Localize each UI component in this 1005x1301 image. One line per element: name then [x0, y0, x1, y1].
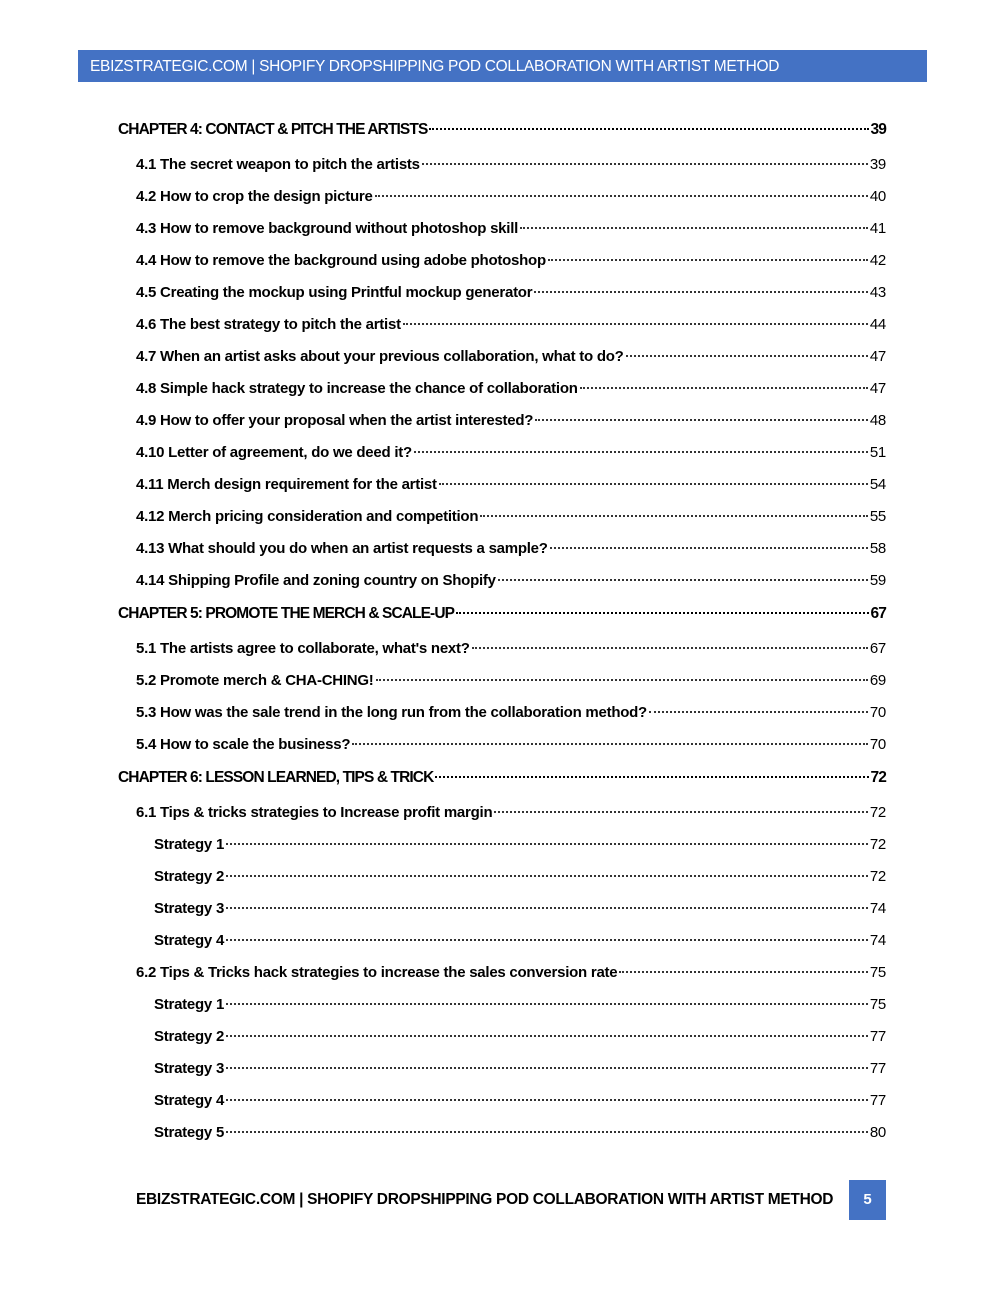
dot-leader: [439, 483, 868, 485]
toc-entry-title: Strategy 4: [154, 1092, 225, 1109]
dot-leader: [649, 711, 868, 713]
header-title: EBIZSTRATEGIC.COM | SHOPIFY DROPSHIPPING POD COLLABORATION WITH ARTIST METHOD: [90, 58, 780, 75]
toc-entry-page: 39: [869, 156, 886, 173]
toc-entry-page: 77: [869, 1028, 886, 1045]
dot-leader: [435, 776, 868, 778]
toc-section-entry[interactable]: [118, 957, 886, 989]
toc-entry-page: 47: [869, 380, 886, 397]
toc-section-entry[interactable]: [118, 469, 886, 501]
dot-leader: [226, 1067, 868, 1069]
toc-section-entry[interactable]: [118, 181, 886, 213]
toc-entry-page: 44: [869, 316, 886, 333]
dot-leader: [226, 875, 868, 877]
toc-entry-page: 77: [869, 1092, 886, 1109]
toc-entry-page: 47: [869, 348, 886, 365]
dot-leader: [226, 1035, 868, 1037]
dot-leader: [534, 291, 868, 293]
toc-entry-title: Strategy 2: [154, 868, 225, 885]
toc-section-entry[interactable]: [118, 373, 886, 405]
toc-entry-title: 4.14 Shipping Profile and zoning country on Shopify: [136, 572, 496, 589]
toc-entry-page: 58: [869, 540, 886, 557]
dot-leader: [548, 259, 868, 261]
page-header: [78, 50, 927, 82]
toc-entry-title: Strategy 1: [154, 836, 225, 853]
toc-entry-title: CHAPTER 4: CONTACT & PITCH THE ARTISTS: [118, 121, 428, 138]
toc-entry-title: 4.6 The best strategy to pitch the artist: [136, 316, 401, 333]
toc-entry-page: 75: [869, 996, 886, 1013]
toc-entry-title: 5.1 The artists agree to collaborate, what's next?: [136, 640, 470, 657]
toc-section-entry[interactable]: [118, 697, 886, 729]
toc-entry-title: 5.3 How was the sale trend in the long run from the collaboration method?: [136, 704, 647, 721]
dot-leader: [480, 515, 868, 517]
toc-entry-page: 77: [869, 1060, 886, 1077]
toc-section-entry[interactable]: [118, 797, 886, 829]
toc-entry-page: 40: [869, 188, 886, 205]
toc-entry-title: Strategy 3: [154, 1060, 225, 1077]
dot-leader: [414, 451, 868, 453]
toc-section-entry[interactable]: [118, 565, 886, 597]
toc-entry-title: Strategy 1: [154, 996, 225, 1013]
toc-entry-page: 48: [869, 412, 886, 429]
toc-section-entry[interactable]: [118, 501, 886, 533]
toc-subsection-entry[interactable]: [118, 1085, 886, 1117]
toc-subsection-entry[interactable]: [118, 861, 886, 893]
toc-subsection-entry[interactable]: [118, 1117, 886, 1149]
toc-entry-title: 4.5 Creating the mockup using Printful mockup generator: [136, 284, 533, 301]
toc-entry-title: 4.2 How to crop the design picture: [136, 188, 373, 205]
toc-chapter-entry[interactable]: [118, 598, 886, 631]
dot-leader: [226, 843, 868, 845]
toc-section-entry[interactable]: [118, 533, 886, 565]
table-of-contents: [118, 113, 886, 1149]
toc-section-entry[interactable]: [118, 149, 886, 181]
toc-entry-page: 72: [870, 769, 886, 786]
page-number: 5: [863, 1191, 872, 1208]
toc-entry-page: 72: [869, 836, 886, 853]
dot-leader: [352, 743, 868, 745]
toc-entry-title: 4.8 Simple hack strategy to increase the chance of collaboration: [136, 380, 578, 397]
toc-entry-title: 4.1 The secret weapon to pitch the artists: [136, 156, 420, 173]
toc-entry-title: 6.2 Tips & Tricks hack strategies to increase the sales conversion rate: [136, 964, 618, 981]
dot-leader: [226, 1131, 868, 1133]
dot-leader: [472, 647, 868, 649]
toc-entry-title: 4.3 How to remove background without photoshop skill: [136, 220, 519, 237]
toc-entry-title: 4.4 How to remove the background using adobe photoshop: [136, 252, 546, 269]
toc-entry-title: 5.4 How to scale the business?: [136, 736, 351, 753]
toc-entry-title: Strategy 2: [154, 1028, 225, 1045]
toc-section-entry[interactable]: [118, 213, 886, 245]
dot-leader: [226, 1099, 868, 1101]
toc-subsection-entry[interactable]: [118, 1021, 886, 1053]
dot-leader: [422, 163, 868, 165]
toc-entry-title: 4.13 What should you do when an artist requests a sample?: [136, 540, 548, 557]
dot-leader: [550, 547, 868, 549]
toc-entry-title: CHAPTER 5: PROMOTE THE MERCH & SCALE-UP: [118, 605, 455, 622]
dot-leader: [498, 579, 868, 581]
toc-entry-title: 4.10 Letter of agreement, do we deed it?: [136, 444, 412, 461]
dot-leader: [626, 355, 868, 357]
toc-entry-page: 41: [869, 220, 886, 237]
dot-leader: [520, 227, 868, 229]
toc-entry-page: 75: [869, 964, 886, 981]
toc-entry-page: 74: [869, 932, 886, 949]
toc-chapter-entry[interactable]: [118, 114, 886, 147]
toc-entry-title: 4.12 Merch pricing consideration and competition: [136, 508, 479, 525]
toc-section-entry[interactable]: [118, 245, 886, 277]
toc-entry-page: 80: [869, 1124, 886, 1141]
toc-entry-page: 67: [870, 605, 886, 622]
dot-leader: [403, 323, 868, 325]
toc-entry-page: 67: [869, 640, 886, 657]
toc-entry-title: CHAPTER 6: LESSON LEARNED, TIPS & TRICK: [118, 769, 434, 786]
toc-entry-title: 6.1 Tips & tricks strategies to Increase profit margin: [136, 804, 493, 821]
toc-section-entry[interactable]: [118, 633, 886, 665]
toc-subsection-entry[interactable]: [118, 989, 886, 1021]
toc-section-entry[interactable]: [118, 665, 886, 697]
toc-section-entry[interactable]: [118, 437, 886, 469]
toc-entry-page: 72: [869, 868, 886, 885]
toc-subsection-entry[interactable]: [118, 1053, 886, 1085]
toc-entry-title: 4.11 Merch design requirement for the artist: [136, 476, 437, 493]
toc-subsection-entry[interactable]: [118, 829, 886, 861]
toc-entry-title: 4.7 When an artist asks about your previous collaboration, what to do?: [136, 348, 624, 365]
toc-entry-page: 69: [869, 672, 886, 689]
toc-entry-page: 72: [869, 804, 886, 821]
toc-entry-page: 70: [869, 704, 886, 721]
toc-entry-page: 74: [869, 900, 886, 917]
toc-entry-title: Strategy 3: [154, 900, 225, 917]
toc-entry-title: 4.9 How to offer your proposal when the artist interested?: [136, 412, 534, 429]
dot-leader: [535, 419, 868, 421]
toc-entry-page: 51: [869, 444, 886, 461]
toc-entry-title: Strategy 5: [154, 1124, 225, 1141]
footer-title: EBIZSTRATEGIC.COM | SHOPIFY DROPSHIPPING POD COLLABORATION WITH ARTIST METHOD: [136, 1191, 834, 1208]
toc-entry-page: 42: [869, 252, 886, 269]
dot-leader: [226, 939, 868, 941]
dot-leader: [580, 387, 868, 389]
toc-subsection-entry[interactable]: [118, 925, 886, 957]
toc-subsection-entry[interactable]: [118, 893, 886, 925]
toc-entry-page: 54: [869, 476, 886, 493]
toc-section-entry[interactable]: [118, 729, 886, 761]
dot-leader: [429, 128, 868, 130]
dot-leader: [226, 1003, 868, 1005]
page-number-badge: [849, 1180, 886, 1220]
toc-entry-page: 59: [869, 572, 886, 589]
dot-leader: [456, 612, 868, 614]
toc-entry-title: Strategy 4: [154, 932, 225, 949]
toc-section-entry[interactable]: [118, 405, 886, 437]
toc-entry-page: 70: [869, 736, 886, 753]
dot-leader: [375, 195, 868, 197]
dot-leader: [376, 679, 868, 681]
toc-section-entry[interactable]: [118, 341, 886, 373]
toc-entry-page: 39: [870, 121, 886, 138]
toc-entry-page: 55: [869, 508, 886, 525]
dot-leader: [494, 811, 867, 813]
toc-entry-title: 5.2 Promote merch & CHA-CHING!: [136, 672, 374, 689]
dot-leader: [226, 907, 868, 909]
toc-chapter-entry[interactable]: [118, 762, 886, 795]
dot-leader: [619, 971, 867, 973]
toc-section-entry[interactable]: [118, 309, 886, 341]
toc-section-entry[interactable]: [118, 277, 886, 309]
toc-entry-page: 43: [869, 284, 886, 301]
